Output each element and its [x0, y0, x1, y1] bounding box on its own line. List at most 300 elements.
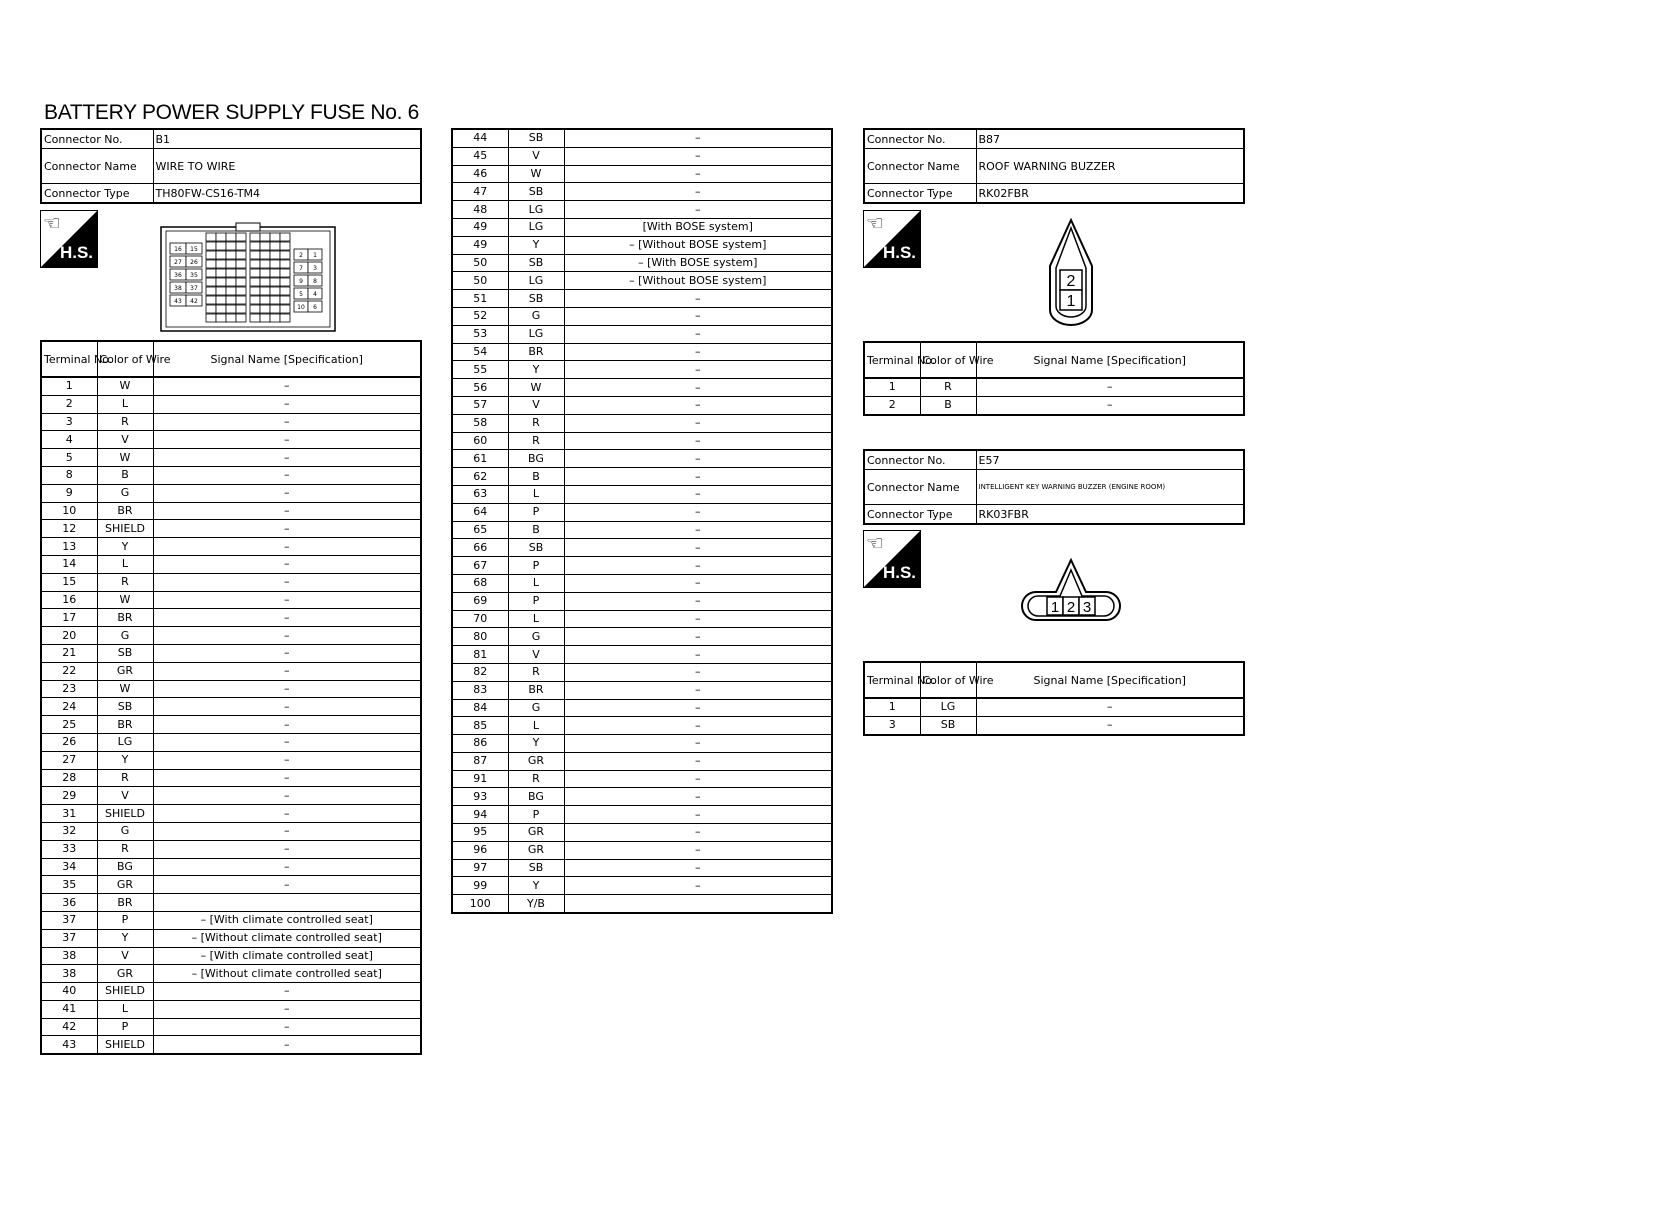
connector-type-value: RK02FBR	[976, 184, 1244, 204]
terminal-cell: 38	[41, 965, 97, 983]
pin-cavity	[206, 269, 216, 277]
pin-cavity	[226, 251, 236, 259]
wire-color-cell: LG	[508, 325, 564, 343]
terminal-table-b87	[863, 341, 1245, 416]
wire-color-cell: R	[508, 432, 564, 450]
pin-label: 4	[313, 291, 317, 298]
pin-label: 2	[1066, 599, 1076, 616]
signal-cell: –	[153, 484, 421, 502]
wire-color-cell: R	[97, 840, 153, 858]
terminal-cell: 1	[864, 698, 920, 716]
wire-color-cell: L	[97, 555, 153, 573]
table-row	[41, 840, 421, 858]
wire-color-cell: V	[508, 646, 564, 664]
signal-cell: –	[564, 183, 832, 201]
signal-cell: –	[153, 413, 421, 431]
table-row	[452, 485, 832, 503]
terminal-cell: 61	[452, 450, 508, 468]
signal-cell: –	[153, 858, 421, 876]
pin-cavity	[260, 269, 270, 277]
connector-name-label: Connector Name	[864, 470, 976, 505]
terminal-cell: 41	[41, 1000, 97, 1018]
wire-color-cell: R	[97, 413, 153, 431]
terminal-cell: 38	[41, 947, 97, 965]
table-row	[41, 538, 421, 556]
signal-cell: –	[564, 877, 832, 895]
terminal-cell: 10	[41, 502, 97, 520]
wire-color-cell: GR	[508, 841, 564, 859]
pin-cavity	[260, 251, 270, 259]
wire-color-cell: P	[97, 911, 153, 929]
pin-cavity	[280, 278, 290, 286]
signal-cell: – [Without BOSE system]	[564, 236, 832, 254]
terminal-cell: 12	[41, 520, 97, 538]
wire-color-cell: LG	[508, 272, 564, 290]
terminal-cell: 1	[864, 378, 920, 396]
terminal-cell: 23	[41, 680, 97, 698]
signal-cell: –	[153, 538, 421, 556]
wire-color-cell: GR	[508, 752, 564, 770]
table-row	[864, 378, 1244, 396]
hs-icon: ☜ H.S.	[863, 210, 921, 268]
wire-color-cell: LG	[508, 218, 564, 236]
terminal-cell: 3	[41, 413, 97, 431]
wire-color-cell: BR	[97, 894, 153, 912]
wire-color-cell: LG	[508, 201, 564, 219]
wire-color-cell: BR	[508, 343, 564, 361]
wire-color-cell: SB	[920, 716, 976, 734]
signal-cell: –	[153, 520, 421, 538]
signal-cell: –	[564, 663, 832, 681]
table-row	[452, 307, 832, 325]
table-row	[41, 413, 421, 431]
signal-cell: – [Without climate controlled seat]	[153, 965, 421, 983]
signal-cell: [With BOSE system]	[564, 218, 832, 236]
pin-label: 38	[174, 285, 182, 292]
terminal-cell: 32	[41, 822, 97, 840]
col-terminal: Terminal No.	[864, 662, 920, 698]
signal-cell: –	[564, 414, 832, 432]
pin-label: 36	[174, 272, 182, 279]
hs-icon: ☜ H.S.	[40, 210, 98, 268]
wire-color-cell: SB	[508, 290, 564, 308]
terminal-cell: 33	[41, 840, 97, 858]
terminal-cell: 9	[41, 484, 97, 502]
table-row	[452, 824, 832, 842]
table-row	[452, 752, 832, 770]
table-row	[41, 1036, 421, 1054]
terminal-cell: 46	[452, 165, 508, 183]
terminal-cell: 49	[452, 236, 508, 254]
table-row	[452, 610, 832, 628]
terminal-cell: 97	[452, 859, 508, 877]
pin-cavity	[260, 260, 270, 268]
wire-color-cell: G	[508, 307, 564, 325]
table-row	[452, 841, 832, 859]
table-row	[41, 449, 421, 467]
wire-color-cell: BG	[508, 450, 564, 468]
pin-cavity	[216, 260, 226, 268]
connector-info-b1	[40, 128, 422, 204]
terminal-cell: 25	[41, 716, 97, 734]
wire-color-cell: L	[97, 1000, 153, 1018]
table-row	[41, 680, 421, 698]
table-row	[452, 735, 832, 753]
signal-cell: – [With climate controlled seat]	[153, 911, 421, 929]
wire-color-cell: SB	[508, 539, 564, 557]
pin-cavity	[236, 296, 246, 304]
col-color: Color of Wire	[97, 341, 153, 377]
connector-type-label: Connector Type	[864, 184, 976, 204]
wire-color-cell: SHIELD	[97, 520, 153, 538]
wire-color-cell: W	[97, 377, 153, 395]
terminal-cell: 91	[452, 770, 508, 788]
signal-cell	[564, 895, 832, 913]
table-row	[41, 751, 421, 769]
col-terminal: Terminal No.	[41, 341, 97, 377]
table-row	[452, 557, 832, 575]
terminal-cell: 100	[452, 895, 508, 913]
wire-color-cell: GR	[97, 965, 153, 983]
connector-no-value: B87	[976, 129, 1244, 149]
pin-cavity	[280, 305, 290, 313]
wire-color-cell: L	[508, 574, 564, 592]
pin-cavity	[270, 251, 280, 259]
pin-label: 5	[299, 291, 303, 298]
table-row	[41, 929, 421, 947]
connector-face-b87	[1048, 218, 1094, 326]
table-row	[452, 236, 832, 254]
signal-cell: –	[564, 468, 832, 486]
terminal-cell: 87	[452, 752, 508, 770]
pin-label: 27	[174, 259, 182, 266]
signal-cell: –	[564, 592, 832, 610]
wire-color-cell: Y	[97, 929, 153, 947]
terminal-cell: 58	[452, 414, 508, 432]
terminal-cell: 86	[452, 735, 508, 753]
pin-cavity	[216, 305, 226, 313]
table-row	[452, 770, 832, 788]
pin-cavity	[260, 278, 270, 286]
table-row	[41, 805, 421, 823]
signal-cell	[153, 894, 421, 912]
signal-cell: –	[564, 770, 832, 788]
pin-cavity	[260, 314, 270, 322]
terminal-cell: 4	[41, 431, 97, 449]
pin-label: 15	[190, 246, 198, 253]
signal-cell: –	[564, 788, 832, 806]
terminal-cell: 37	[41, 911, 97, 929]
table-row	[452, 450, 832, 468]
wire-color-cell: BG	[97, 858, 153, 876]
terminal-cell: 93	[452, 788, 508, 806]
page-title: BATTERY POWER SUPPLY FUSE No. 6	[44, 101, 420, 124]
table-row	[452, 788, 832, 806]
col-signal: Signal Name [Specification]	[976, 342, 1244, 378]
terminal-cell: 34	[41, 858, 97, 876]
signal-cell: –	[564, 361, 832, 379]
signal-cell: –	[564, 681, 832, 699]
terminal-cell: 50	[452, 254, 508, 272]
pin-cavity	[260, 287, 270, 295]
terminal-cell: 66	[452, 539, 508, 557]
connector-type-label: Connector Type	[864, 505, 976, 525]
wire-color-cell: GR	[508, 824, 564, 842]
pin-cavity	[280, 287, 290, 295]
wire-color-cell: SHIELD	[97, 805, 153, 823]
terminal-cell: 45	[452, 147, 508, 165]
table-row	[41, 965, 421, 983]
terminal-cell: 43	[41, 1036, 97, 1054]
terminal-cell: 1	[41, 377, 97, 395]
table-row	[452, 201, 832, 219]
table-row	[452, 539, 832, 557]
terminal-cell: 95	[452, 824, 508, 842]
signal-cell: –	[153, 573, 421, 591]
table-row	[452, 628, 832, 646]
terminal-cell: 57	[452, 396, 508, 414]
terminal-cell: 63	[452, 485, 508, 503]
terminal-cell: 65	[452, 521, 508, 539]
signal-cell: –	[153, 716, 421, 734]
table-row	[452, 272, 832, 290]
table-row	[452, 681, 832, 699]
terminal-cell: 31	[41, 805, 97, 823]
pin-cavity	[226, 242, 236, 250]
table-row	[452, 254, 832, 272]
pin-label: 43	[174, 298, 182, 305]
wire-color-cell: LG	[97, 733, 153, 751]
signal-cell: –	[564, 806, 832, 824]
wire-color-cell: L	[508, 485, 564, 503]
table-row	[41, 520, 421, 538]
signal-cell: –	[153, 1036, 421, 1054]
pin-label: 1	[313, 252, 317, 259]
wire-color-cell: R	[508, 770, 564, 788]
signal-cell: –	[564, 379, 832, 397]
pin-cavity	[236, 278, 246, 286]
table-row	[41, 911, 421, 929]
wire-color-cell: SB	[97, 644, 153, 662]
signal-cell: –	[153, 733, 421, 751]
wire-color-cell: V	[508, 147, 564, 165]
connector-name-value: WIRE TO WIRE	[153, 149, 421, 184]
pin-cavity	[236, 314, 246, 322]
wire-color-cell: R	[508, 663, 564, 681]
wire-color-cell: G	[97, 484, 153, 502]
wire-color-cell: W	[97, 680, 153, 698]
connector-type-label: Connector Type	[41, 184, 153, 204]
table-row	[41, 1000, 421, 1018]
terminal-cell: 15	[41, 573, 97, 591]
signal-cell: –	[564, 539, 832, 557]
wire-color-cell: B	[508, 468, 564, 486]
hand-icon: ☜	[43, 211, 61, 235]
pin-cavity	[226, 260, 236, 268]
signal-cell: –	[564, 699, 832, 717]
connector-face-e57	[1018, 558, 1124, 630]
pin-label: 3	[1082, 599, 1092, 616]
pin-cavity	[280, 233, 290, 241]
signal-cell: –	[153, 627, 421, 645]
signal-cell: –	[564, 610, 832, 628]
signal-cell: –	[976, 378, 1244, 396]
signal-cell: –	[564, 646, 832, 664]
terminal-cell: 52	[452, 307, 508, 325]
table-row	[41, 395, 421, 413]
pin-cavity	[226, 287, 236, 295]
col-signal: Signal Name [Specification]	[153, 341, 421, 377]
pin-cavity	[236, 305, 246, 313]
terminal-cell: 67	[452, 557, 508, 575]
hand-icon: ☜	[866, 211, 884, 235]
pin-cavity	[270, 296, 280, 304]
pin-cavity	[250, 314, 260, 322]
table-row	[41, 644, 421, 662]
pin-cavity	[216, 287, 226, 295]
wire-color-cell: BR	[508, 681, 564, 699]
pin-cavity	[236, 233, 246, 241]
signal-cell: –	[153, 680, 421, 698]
signal-cell: –	[153, 466, 421, 484]
signal-cell: –	[564, 325, 832, 343]
wire-color-cell: GR	[97, 662, 153, 680]
pin-label: 9	[299, 278, 303, 285]
terminal-cell: 54	[452, 343, 508, 361]
signal-cell: –	[564, 147, 832, 165]
col-terminal: Terminal No.	[864, 342, 920, 378]
pin-cavity	[250, 296, 260, 304]
wire-color-cell: LG	[920, 698, 976, 716]
signal-cell: –	[564, 521, 832, 539]
connector-name-label: Connector Name	[41, 149, 153, 184]
terminal-table-e57	[863, 661, 1245, 736]
wire-color-cell: W	[508, 165, 564, 183]
signal-cell: –	[153, 609, 421, 627]
wire-color-cell: GR	[97, 876, 153, 894]
table-row	[452, 877, 832, 895]
wire-color-cell: P	[508, 806, 564, 824]
terminal-cell: 62	[452, 468, 508, 486]
signal-cell: –	[564, 574, 832, 592]
terminal-cell: 64	[452, 503, 508, 521]
table-row	[452, 325, 832, 343]
wire-color-cell: P	[508, 557, 564, 575]
terminal-cell: 5	[41, 449, 97, 467]
wire-color-cell: R	[97, 573, 153, 591]
pin-label: 1	[1050, 599, 1060, 616]
terminal-cell: 69	[452, 592, 508, 610]
pin-cavity	[280, 251, 290, 259]
signal-cell: –	[564, 396, 832, 414]
table-row	[452, 895, 832, 913]
table-row	[41, 627, 421, 645]
signal-cell: –	[564, 859, 832, 877]
wire-color-cell: V	[508, 396, 564, 414]
pin-cavity	[216, 233, 226, 241]
terminal-cell: 37	[41, 929, 97, 947]
table-row	[452, 414, 832, 432]
pin-cavity	[270, 242, 280, 250]
wire-color-cell: R	[97, 769, 153, 787]
pin-cavity	[206, 296, 216, 304]
terminal-cell: 99	[452, 877, 508, 895]
pin-cavity	[280, 260, 290, 268]
terminal-cell: 27	[41, 751, 97, 769]
table-row	[452, 468, 832, 486]
pin-cavity	[216, 242, 226, 250]
connector-face-b1	[160, 223, 336, 333]
signal-cell: – [Without BOSE system]	[564, 272, 832, 290]
terminal-cell: 8	[41, 466, 97, 484]
terminal-cell: 20	[41, 627, 97, 645]
terminal-cell: 53	[452, 325, 508, 343]
signal-cell: –	[564, 129, 832, 147]
pin-cavity	[206, 278, 216, 286]
table-row	[452, 290, 832, 308]
signal-cell: – [With climate controlled seat]	[153, 947, 421, 965]
wire-color-cell: BG	[508, 788, 564, 806]
connector-info-e57	[863, 449, 1245, 525]
signal-cell: –	[976, 698, 1244, 716]
wire-color-cell: BR	[97, 609, 153, 627]
pin-cavity	[206, 287, 216, 295]
terminal-cell: 68	[452, 574, 508, 592]
terminal-cell: 55	[452, 361, 508, 379]
table-row	[41, 466, 421, 484]
terminal-cell: 2	[41, 395, 97, 413]
table-row	[452, 379, 832, 397]
table-row	[41, 787, 421, 805]
table-row	[41, 502, 421, 520]
signal-cell: –	[564, 343, 832, 361]
table-row	[452, 218, 832, 236]
wire-color-cell: SB	[508, 129, 564, 147]
terminal-cell: 83	[452, 681, 508, 699]
wire-color-cell: Y	[97, 751, 153, 769]
wire-color-cell: SHIELD	[97, 983, 153, 1001]
pin-cavity	[236, 269, 246, 277]
connector-info-b87	[863, 128, 1245, 204]
pin-cavity	[226, 278, 236, 286]
connector-name-value: ROOF WARNING BUZZER	[976, 149, 1244, 184]
terminal-cell: 17	[41, 609, 97, 627]
terminal-cell: 16	[41, 591, 97, 609]
wire-color-cell: Y	[508, 735, 564, 753]
terminal-cell: 84	[452, 699, 508, 717]
signal-cell: –	[564, 290, 832, 308]
wire-color-cell: P	[97, 1018, 153, 1036]
signal-cell: –	[153, 840, 421, 858]
signal-cell: –	[153, 644, 421, 662]
signal-cell: –	[153, 822, 421, 840]
signal-cell: –	[153, 983, 421, 1001]
pin-label: 6	[313, 304, 317, 311]
table-row	[452, 574, 832, 592]
signal-cell: –	[153, 449, 421, 467]
table-row	[41, 716, 421, 734]
pin-cavity	[236, 251, 246, 259]
signal-cell: –	[153, 431, 421, 449]
pin-label: 10	[297, 304, 305, 311]
table-row	[41, 894, 421, 912]
wire-color-cell: V	[97, 431, 153, 449]
table-row	[864, 396, 1244, 414]
pin-cavity	[270, 233, 280, 241]
signal-cell: – [Without climate controlled seat]	[153, 929, 421, 947]
connector-type-value: TH80FW-CS16-TM4	[153, 184, 421, 204]
wire-color-cell: W	[97, 591, 153, 609]
